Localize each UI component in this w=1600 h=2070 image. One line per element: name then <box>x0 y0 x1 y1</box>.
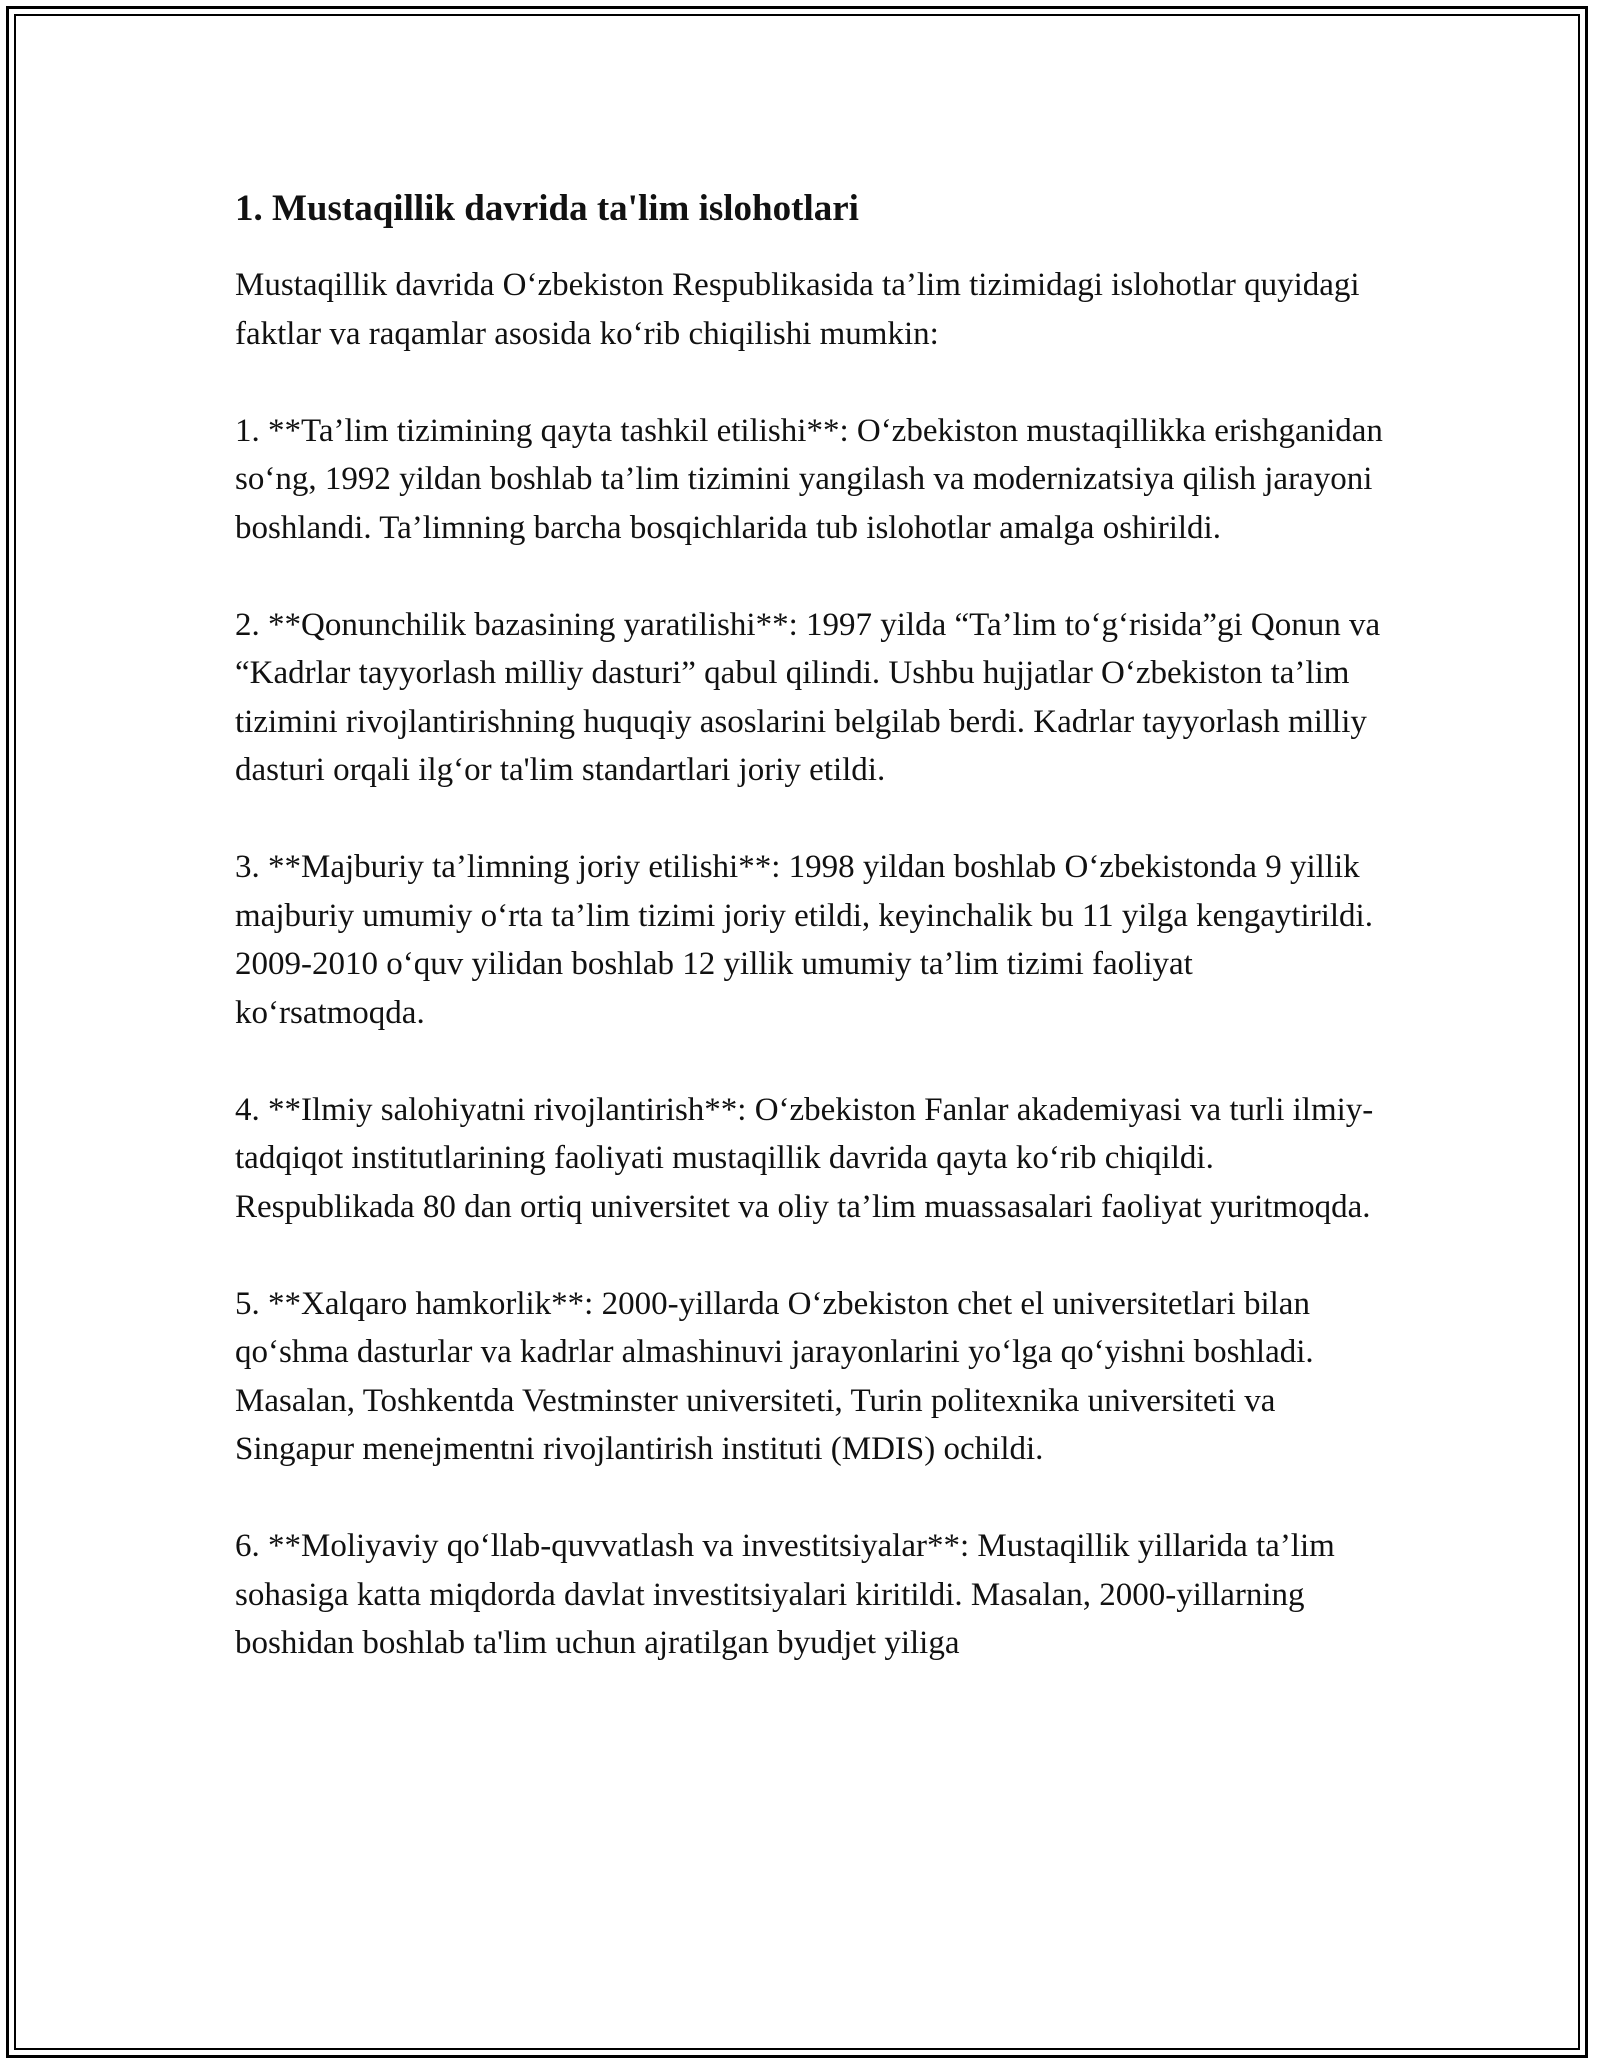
document-body <box>235 185 1385 1668</box>
paragraph-item-1: 1. **Ta’lim tizimining qayta tashkil etilishi**: O‘zbekiston mustaqillikka erishganidan so‘ng, 1992 yildan boshlab ta’lim tizimini yangilash va modernizatsiya qilish jarayoni boshlandi. Ta’limning barcha bosqichlarida tub islohotlar amalga oshirildi. <box>235 412 1383 546</box>
paragraph-item-5: 5. **Xalqaro hamkorlik**: 2000-yillarda O‘zbekiston chet el universitetlari bilan qo‘shma dasturlar va kadrlar almashinuvi jarayonlarini yo‘lga qo‘yishni boshladi. Masalan, Toshkentda Vestminster universiteti, Turin politexnika universiteti va Singapur menejmentni rivojlantirish instituti (MDIS) ochildi. <box>235 1285 1314 1468</box>
intro-paragraph: Mustaqillik davrida O‘zbekiston Respublikasida ta’lim tizimidagi islohotlar quyidagi faktlar va raqamlar asosida ko‘rib chiqilishi mumkin: <box>235 267 1360 352</box>
paragraph-item-2: 2. **Qonunchilik bazasining yaratilishi**: 1997 yilda “Ta’lim to‘g‘risida”gi Qonun va “Kadrlar tayyorlash milliy dasturi” qabul qilindi. Ushbu hujjatlar O‘zbekiston ta’lim tizimini rivojlantirishning huquqiy asoslarini belgilab berdi. Kadrlar tayyorlash milliy dasturi orqali ilg‘or ta'lim standartlari joriy etildi. <box>235 606 1381 789</box>
paragraph-item-6: 6. **Moliyaviy qo‘llab-quvvatlash va investitsiyalar**: Mustaqillik yillarida ta’lim sohasiga katta miqdorda davlat investitsiyalari kiritildi. Masalan, 2000-yillarning boshidan boshlab ta'lim uchun ajratilgan byudjet yiliga <box>235 1528 1335 1662</box>
paragraph-item-4: 4. **Ilmiy salohiyatni rivojlantirish**: O‘zbekiston Fanlar akademiyasi va turli ilmiy-tadqiqot institutlarining faoliyati mustaqillik davrida qayta ko‘rib chiqildi. Respublikada 80 dan ortiq universitet va oliy ta’lim muassasalari faoliyat yuritmoqda. <box>235 1091 1374 1225</box>
document-title: 1. Mustaqillik davrida ta'lim islohotlari <box>235 188 859 229</box>
paragraph-item-3: 3. **Majburiy ta’limning joriy etilishi**: 1998 yildan boshlab O‘zbekistonda 9 yillik majburiy umumiy o‘rta ta’lim tizimi joriy etildi, keyinchalik bu 11 yilga kengaytirildi. 2009-2010 o‘quv yilidan boshlab 12 yillik umumiy ta’lim tizimi faoliyat ko‘rsatmoqda. <box>235 849 1373 1031</box>
